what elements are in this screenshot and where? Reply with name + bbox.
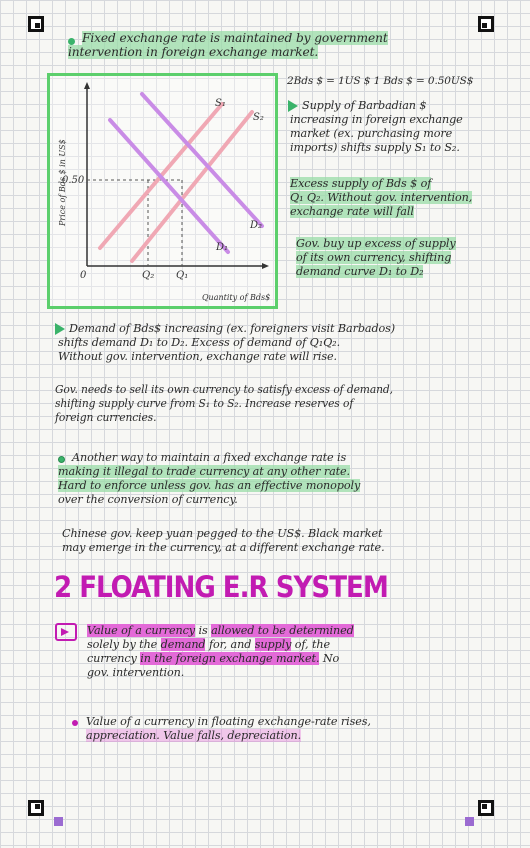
another-para-1: Another way to maintain a fixed exchange rate is [72, 451, 347, 464]
purple-square-right [465, 817, 474, 826]
corner-marker-bottom-right [478, 800, 494, 816]
demand-para-1: Demand of Bds$ increasing (ex. foreigners visit Barbados) [69, 322, 396, 335]
label-price: 0.50 [62, 175, 85, 186]
demand-curve-d2 [142, 94, 262, 226]
supply-para-4: imports) shifts supply S₁ to S₂. [290, 141, 460, 154]
gov-sell-para-1: Gov. needs to sell its own currency to satisfy excess of demand, [55, 383, 393, 396]
bullet-icon [58, 456, 65, 463]
corner-marker-top-left [28, 16, 44, 32]
rate-line: 2Bds $ = 1US $ 1 Bds $ = 0.50US$ [287, 75, 474, 87]
arrow-right-icon [55, 623, 77, 641]
label-d1: D₁ [216, 242, 229, 253]
x-axis-arrow-icon [262, 263, 269, 269]
bullet-icon [68, 38, 75, 45]
demand-para-2: shifts demand D₁ to D₂. Excess of demand of Q₁Q₂. [58, 336, 341, 349]
label-s1: S₁ [215, 98, 226, 109]
demand-curve-d1 [110, 120, 228, 252]
graph-svg [50, 76, 275, 306]
supply-para-1: Supply of Barbadian $ [302, 99, 427, 112]
gov-buy-para-3: demand curve D₁ to D₂ [296, 265, 424, 278]
demand-para-3: Without gov. intervention, exchange rate will rise. [58, 350, 338, 363]
supply-para-2: increasing in foreign exchange [290, 113, 463, 126]
corner-marker-top-right [478, 16, 494, 32]
y-axis-label: Price of Bds $ in US$ [58, 139, 67, 226]
bullet-icon [72, 720, 78, 726]
excess-para-1: Excess supply of Bds $ of [290, 177, 432, 190]
heading-number: 2 [54, 570, 72, 604]
floating-er-heading [54, 570, 388, 604]
triangle-icon [55, 323, 65, 335]
gov-buy-para-1: Gov. buy up excess of supply [296, 237, 456, 250]
label-d2: D₂ [250, 220, 263, 231]
label-origin: 0 [80, 270, 87, 281]
label-q1: Q₁ [176, 270, 189, 281]
label-s2: S₂ [253, 112, 264, 123]
excess-para-3: exchange rate will fall [290, 205, 414, 218]
label-q2: Q₂ [142, 270, 155, 281]
value-para-2: appreciation. Value falls, depreciation. [86, 729, 302, 742]
intro-line-2: intervention in foreign exchange market. [68, 45, 319, 59]
floating-para-4: gov. intervention. [87, 666, 185, 679]
floating-para-2: solely by the demand for, and supply of, the [87, 638, 330, 651]
another-para-4: over the conversion of currency. [58, 493, 238, 506]
intro-line-1: Fixed exchange rate is maintained by government [82, 31, 388, 45]
gov-sell-para-3: foreign currencies. [55, 411, 157, 424]
heading-text: FLOATING E.R SYSTEM [79, 570, 388, 604]
supply-demand-graph [47, 73, 278, 309]
corner-marker-bottom-left [28, 800, 44, 816]
y-axis-arrow-icon [84, 82, 90, 89]
supply-para-3: market (ex. purchasing more [290, 127, 453, 140]
floating-para-1: Value of a currency is allowed to be determined [87, 624, 354, 637]
triangle-icon [288, 100, 298, 112]
excess-para-2: Q₁ Q₂. Without gov. intervention, [290, 191, 473, 204]
chinese-para-1: Chinese gov. keep yuan pegged to the US$. Black market [62, 527, 383, 540]
floating-para-3: currency in the foreign exchange market. No [87, 652, 340, 665]
x-axis-label: Quantity of Bds$ [202, 293, 271, 302]
chinese-para-2: may emerge in the currency, at a different exchange rate. [62, 541, 385, 554]
gov-buy-para-2: of its own currency, shifting [296, 251, 452, 264]
value-para-1: Value of a currency in floating exchange-rate rises, [86, 715, 371, 728]
another-para-2: making it illegal to trade currency at any other rate. [58, 465, 351, 478]
purple-square-left [54, 817, 63, 826]
another-para-3: Hard to enforce unless gov. has an effective monopoly [58, 479, 361, 492]
gov-sell-para-2: shifting supply curve from S₁ to S₂. Increase reserves of [55, 397, 354, 410]
